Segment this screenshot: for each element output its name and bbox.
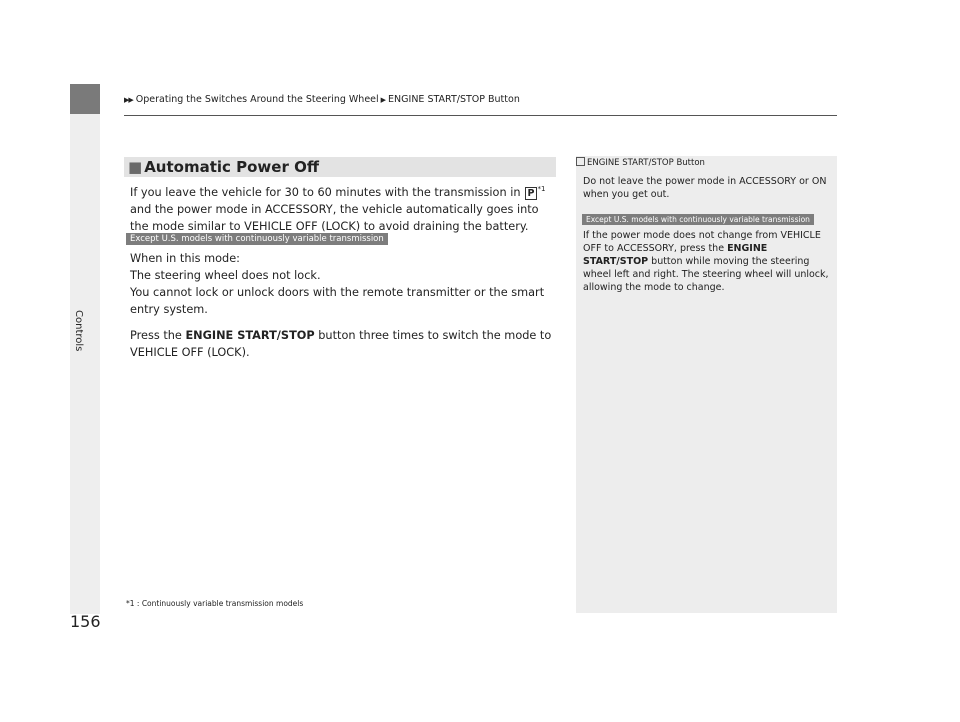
footnote: *1 : Continuously variable transmission models <box>126 599 304 608</box>
side-note-paragraph-1: Do not leave the power mode in ACCESSORY or ON when you get out. <box>583 176 827 200</box>
section-square-icon: ■ <box>128 158 143 176</box>
intro-paragraph: If you leave the vehicle for 30 to 60 minutes with the transmission in P $^{*1}$ and the power mode in ACCESSORY, the vehicle automatically goes into the mode similar to VEHICLE OFF (LOCK) to avoid draining the battery. <box>130 185 546 233</box>
press-instruction: Press the ENGINE START/STOP button three times to switch the mode to VEHICLE OFF (LOCK). <box>130 329 552 359</box>
side-note-badge: Except U.S. models with continuously variable transmission <box>582 214 814 225</box>
breadcrumb-item-switches[interactable]: Operating the Switches Around the Steering Wheel <box>135 94 379 105</box>
side-note-heading: ENGINE START/STOP Button <box>576 157 705 168</box>
chapter-label: Controls <box>73 310 84 352</box>
section-title: ■ Automatic Power Off <box>128 158 319 176</box>
breadcrumb-arrow-icon: ▶▶ <box>124 96 133 104</box>
breadcrumb <box>124 94 520 105</box>
side-note-paragraph-2: If the power mode does not change from VEHICLE OFF to ACCESSORY, press the ENGINE START/STOP button while moving the steering wheel left and right. The steering wheel will unlock, allowing the mode to change. <box>583 230 829 293</box>
footnote-ref: *1 <box>537 185 546 193</box>
mode-description: When in this mode: The steering wheel does not lock. You cannot lock or unlock doors with the remote transmitter or the smart entry system. <box>130 252 545 316</box>
breadcrumb-arrow-icon: ▶ <box>380 96 387 104</box>
model-applicability-badge: Except U.S. models with continuously variable transmission <box>126 233 388 245</box>
gear-p-symbol: P <box>525 187 538 200</box>
header-divider <box>124 115 837 116</box>
note-icon <box>576 157 585 166</box>
breadcrumb-item-engine-button[interactable]: ENGINE START/STOP Button <box>388 94 520 105</box>
page-number: 156 <box>70 612 101 631</box>
chapter-tab-marker <box>70 84 100 114</box>
